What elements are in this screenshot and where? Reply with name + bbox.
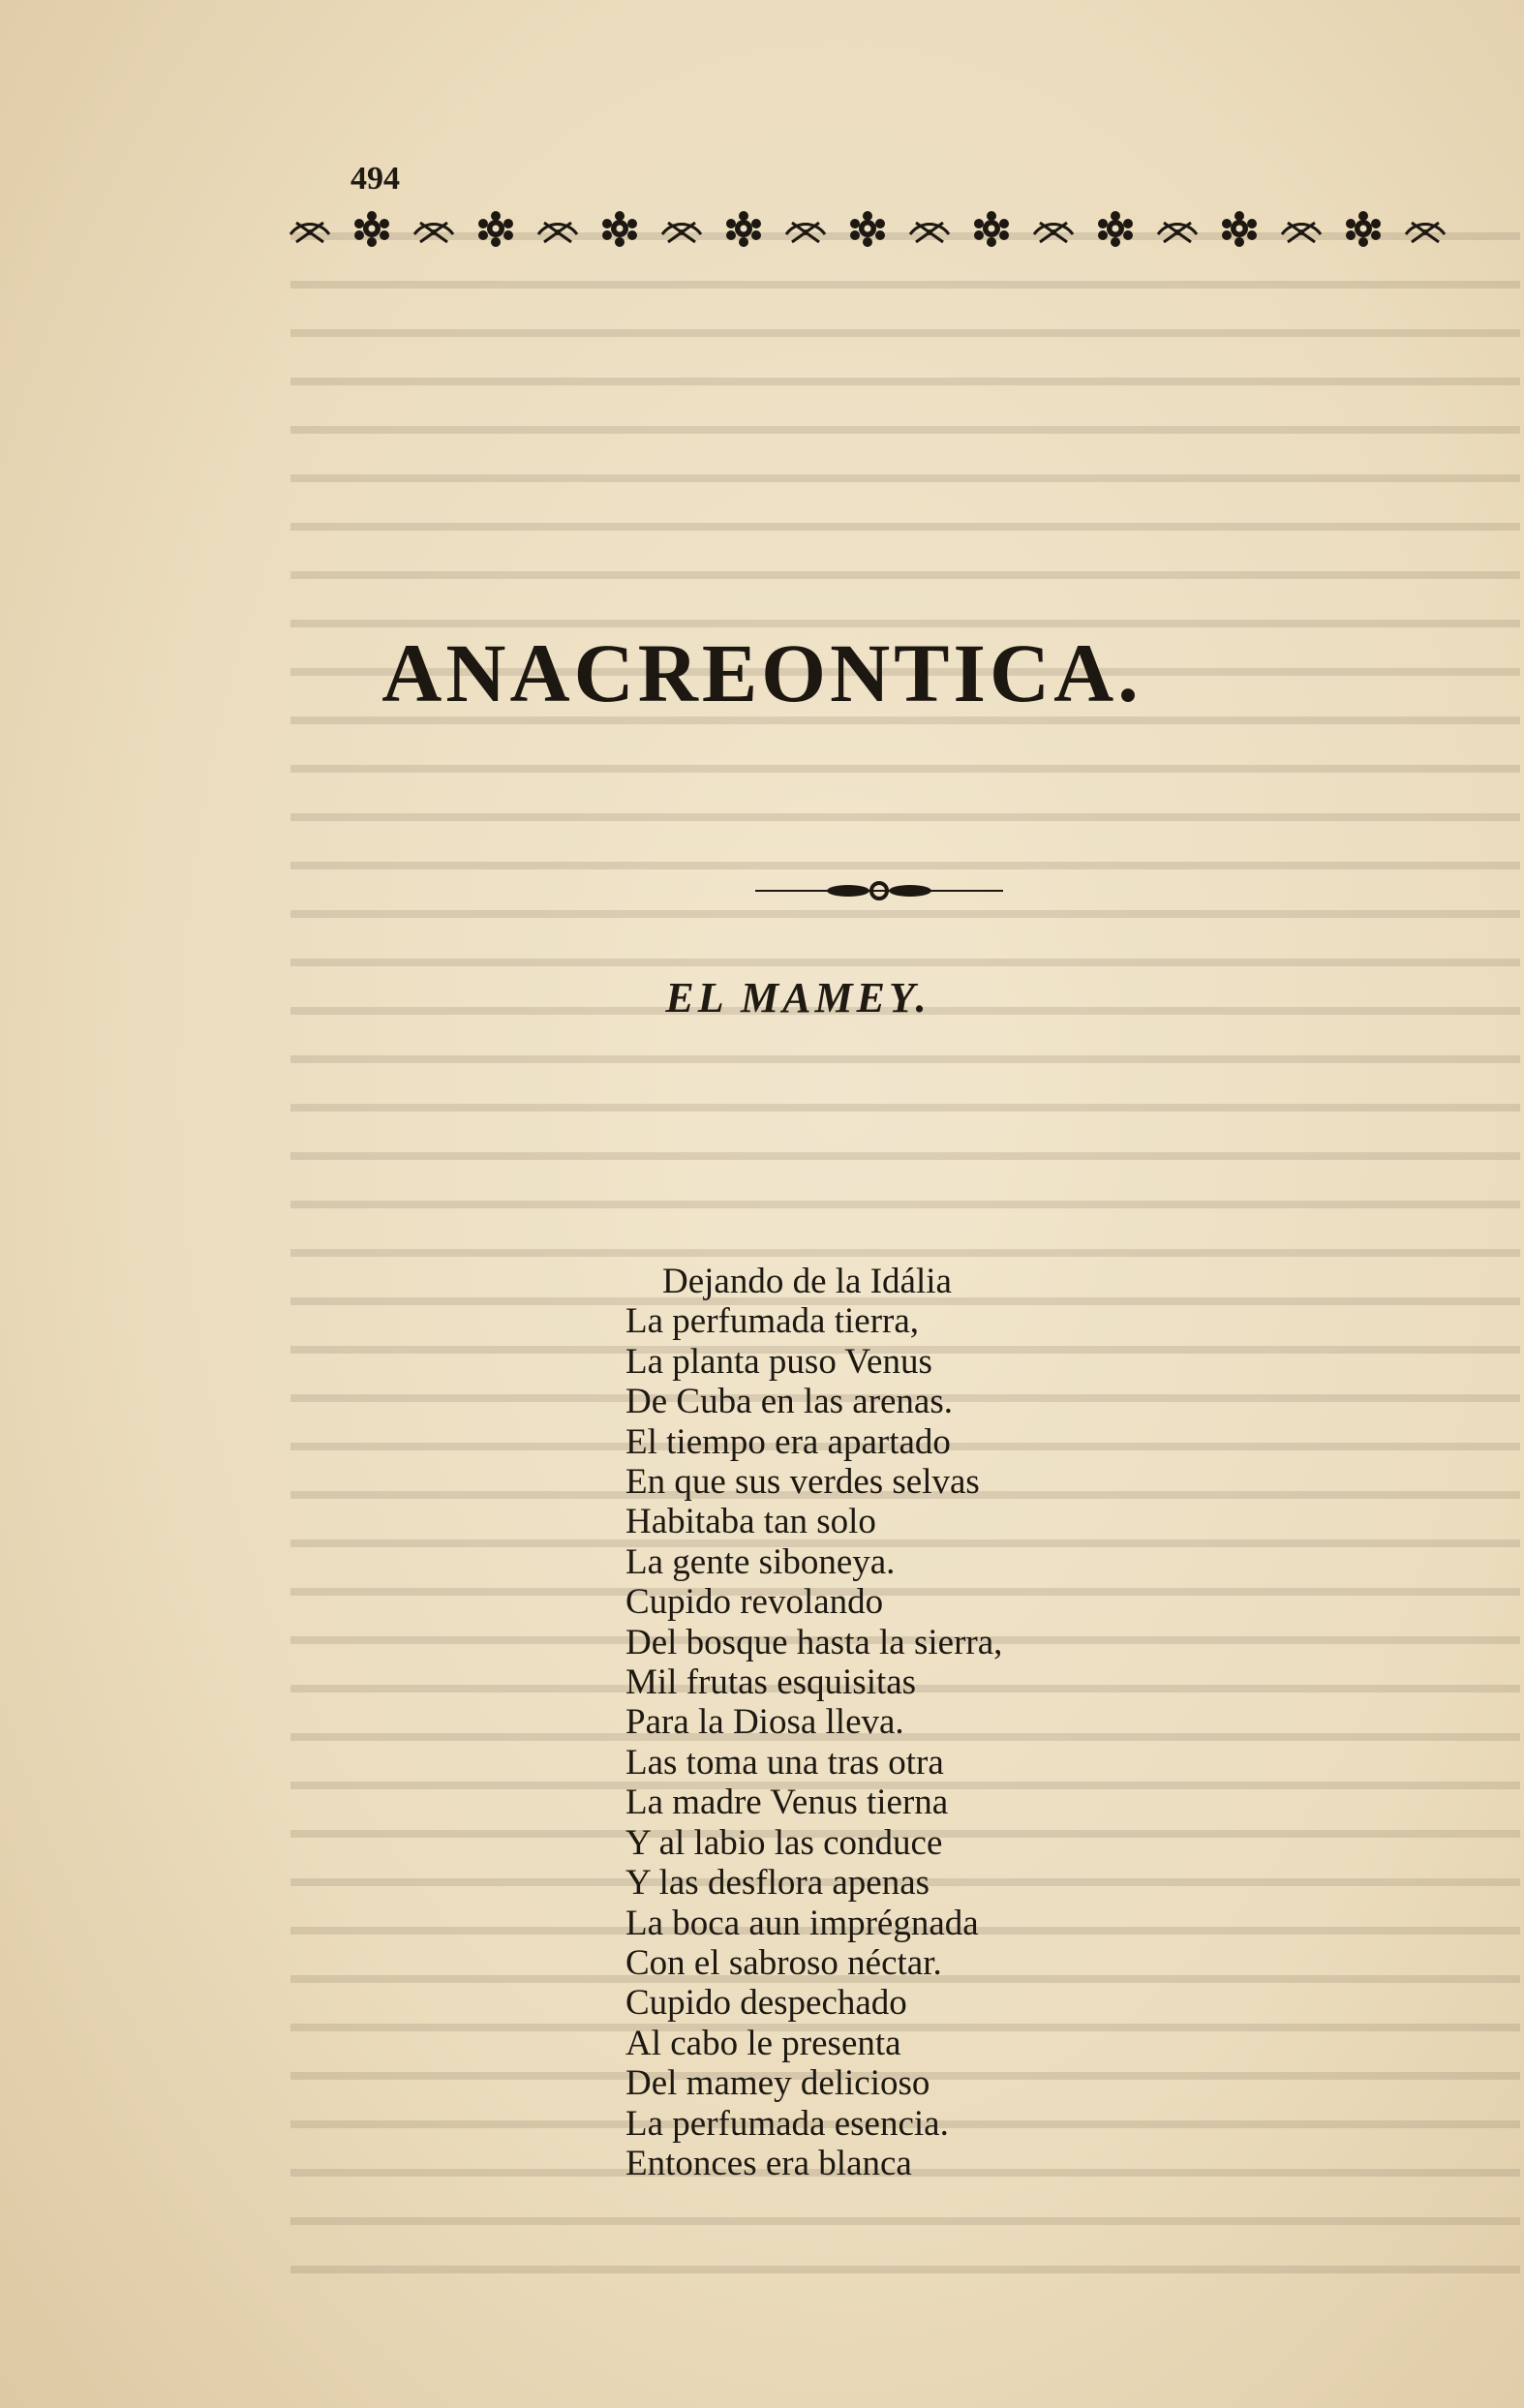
poem-line: La perfumada tierra,	[625, 1301, 920, 1342]
poem-line: La boca aun imprégnada	[625, 1903, 979, 1943]
poem-line: La perfumada esencia.	[625, 2103, 949, 2144]
poem-line: Habitaba tan solo	[625, 1502, 876, 1542]
page-number: 494	[351, 161, 400, 197]
title-flourish-ornament	[755, 876, 1003, 905]
poem-verse	[625, 1262, 1497, 2183]
poem-line: Entonces era blanca	[625, 2143, 912, 2183]
poem-line: Del mamey delicioso	[625, 2063, 930, 2104]
poem-line: Con el sabroso néctar.	[625, 1942, 942, 1983]
poem-line: La madre Venus tierna	[625, 1783, 949, 1823]
poem-line: Cupido revolando	[625, 1582, 884, 1623]
poem-line: Mil frutas esquisitas	[625, 1662, 917, 1703]
poem-line: Cupido despechado	[625, 1983, 907, 2024]
poem-line: Del bosque hasta la sierra,	[625, 1622, 1003, 1662]
poem-title: ANACREONTICA.	[381, 626, 1143, 719]
poem-line: La planta puso Venus	[625, 1341, 932, 1382]
floral-ornament-rule	[283, 203, 1462, 254]
poem-line: Y al labio las conduce	[625, 1822, 943, 1863]
poem-line: Al cabo le presenta	[625, 2023, 901, 2063]
poem-line: Y las desflora apenas	[625, 1863, 930, 1904]
poem-line: Las toma una tras otra	[625, 1742, 944, 1783]
poem-subtitle: EL MAMEY.	[665, 974, 930, 1021]
poem-line: Dejando de la Idália	[662, 1262, 952, 1301]
poem-line: La gente siboneya.	[625, 1541, 896, 1582]
poem-line: De Cuba en las arenas.	[625, 1382, 954, 1422]
poem-line: Para la Diosa lleva.	[625, 1702, 904, 1743]
poem-line: En que sus verdes selvas	[625, 1462, 980, 1503]
poem-line: El tiempo era apartado	[625, 1421, 951, 1462]
